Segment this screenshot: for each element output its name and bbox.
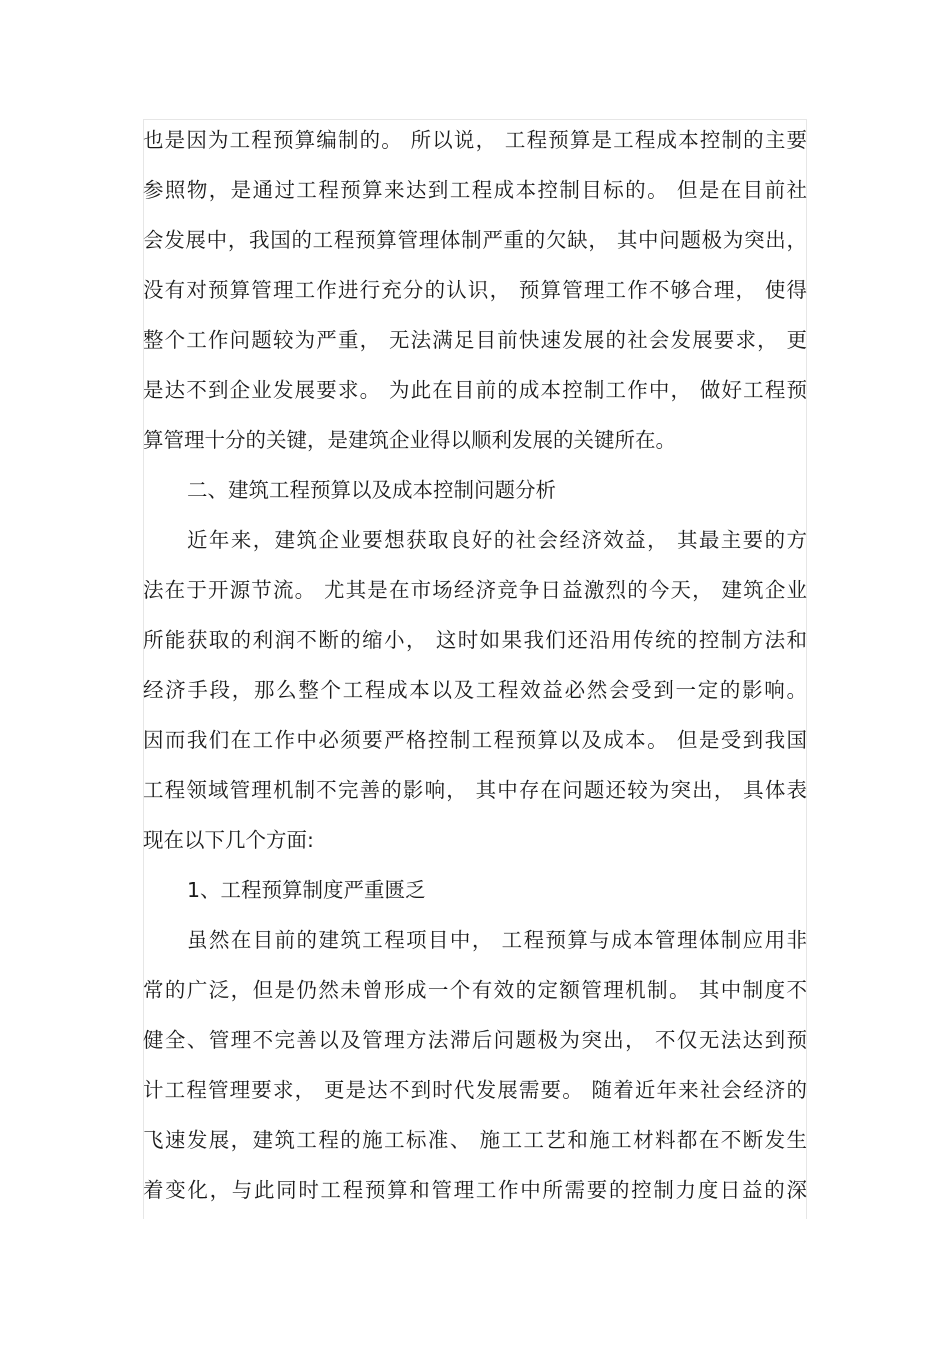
text-line: 着变化，与此同时工程预算和管理工作中所需要的控制力度日益的深	[143, 1178, 807, 1202]
text-line: 因而我们在工作中必须要严格控制工程预算以及成本。 但是受到我国	[143, 728, 807, 752]
text-line: 常的广泛，但是仍然未曾形成一个有效的定额管理机制。 其中制度不	[143, 978, 807, 1002]
text-line: 经济手段，那么整个工程成本以及工程效益必然会受到一定的影响。	[143, 678, 807, 702]
text-line: 现在以下几个方面:	[143, 828, 314, 852]
text-line: 会发展中，我国的工程预算管理体制严重的欠缺， 其中问题极为突出，	[143, 228, 807, 252]
text-line: 没有对预算管理工作进行充分的认识， 预算管理工作不够合理， 使得	[143, 278, 807, 302]
text-line: 法在于开源节流。 尤其是在市场经济竞争日益激烈的今天， 建筑企业	[143, 578, 807, 602]
text-line: 参照物，是通过工程预算来达到工程成本控制目标的。 但是在目前社	[143, 178, 807, 202]
text-line: 计工程管理要求， 更是达不到时代发展需要。 随着近年来社会经济的	[143, 1078, 807, 1102]
text-line: 也是因为工程预算编制的。 所以说， 工程预算是工程成本控制的主要	[143, 128, 807, 152]
text-line: 所能获取的利润不断的缩小， 这时如果我们还沿用传统的控制方法和	[143, 628, 807, 652]
document-body	[143, 118, 807, 1218]
text-line: 整个工作问题较为严重， 无法满足目前快速发展的社会发展要求， 更	[143, 328, 807, 352]
text-line: 虽然在目前的建筑工程项目中， 工程预算与成本管理体制应用非	[187, 928, 807, 952]
text-line: 近年来，建筑企业要想获取良好的社会经济效益， 其最主要的方	[187, 528, 807, 552]
section-heading: 二、建筑工程预算以及成本控制问题分析	[187, 478, 556, 502]
text-line: 健全、管理不完善以及管理方法滞后问题极为突出， 不仅无法达到预	[143, 1028, 807, 1052]
text-line: 飞速发展，建筑工程的施工标准、 施工工艺和施工材料都在不断发生	[143, 1128, 807, 1152]
text-line: 工程领域管理机制不完善的影响， 其中存在问题还较为突出， 具体表	[143, 778, 807, 802]
subsection-heading: 1、工程预算制度严重匮乏	[187, 878, 426, 902]
text-line: 算管理十分的关键，是建筑企业得以顺利发展的关键所在。	[143, 428, 676, 452]
text-line: 是达不到企业发展要求。 为此在目前的成本控制工作中， 做好工程预	[143, 378, 807, 402]
